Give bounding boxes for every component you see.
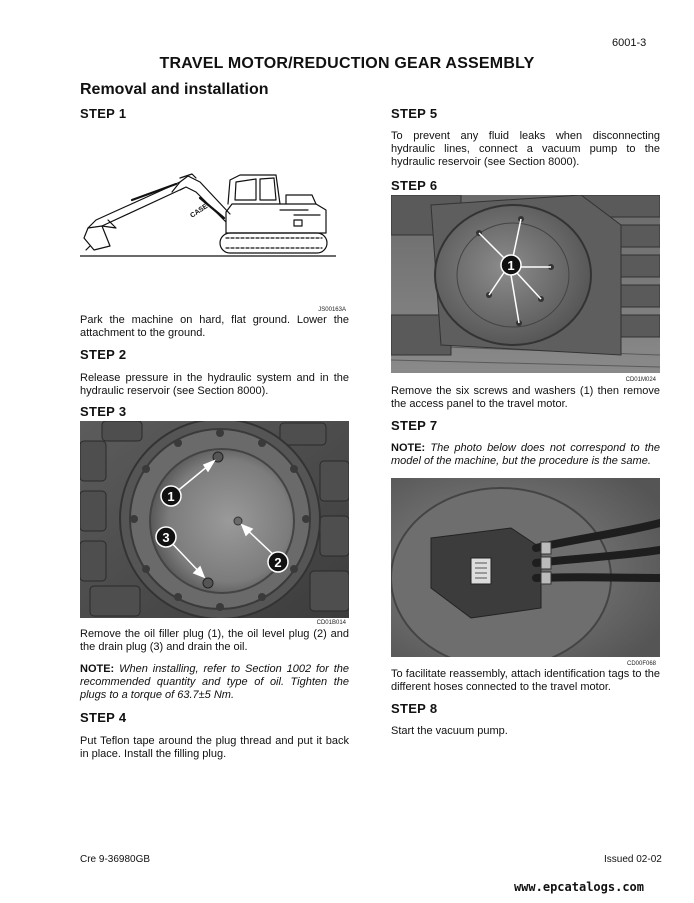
callout-oil-filler-plug: 1 (167, 489, 175, 504)
step-3-note-text: When installing, refer to Section 1002 for the recommended quantity and type of oil. Tighten the plugs to a torque of 63.7±5 Nm. (80, 663, 349, 701)
excavator-brand-logo: CASE (189, 202, 210, 220)
step-8-text: Start the vacuum pump. (391, 725, 508, 737)
step-7-heading: STEP 7 (391, 418, 438, 433)
callout-oil-level-plug: 2 (274, 555, 282, 570)
step-1-figure-caption: JS00163A (318, 307, 346, 313)
callout-drain-plug: 3 (162, 530, 170, 545)
section-heading: Removal and installation (80, 81, 269, 98)
step-8-heading: STEP 8 (391, 701, 438, 716)
step-1-heading: STEP 1 (80, 106, 127, 121)
footer-document-code: Cre 9-36980GB (80, 854, 151, 865)
step-6-text: Remove the six screws and washers (1) then remove the access panel to the travel motor. (391, 385, 660, 410)
step-3-figure-caption: CD01B014 (316, 620, 346, 626)
step-6-photo (391, 195, 660, 373)
step-3-note (80, 663, 349, 702)
step-4-text: Put Teflon tape around the plug thread and put it back in place. Install the filling plug. (80, 735, 349, 760)
step-5-text: To prevent any fluid leaks when disconnecting hydraulic lines, connect a vacuum pump to the hydraulic reservoir (see Section 8000). (391, 130, 660, 168)
step-7-photo (391, 478, 660, 657)
step-2-heading: STEP 2 (80, 347, 127, 362)
page-title: TRAVEL MOTOR/REDUCTION GEAR ASSEMBLY (159, 55, 535, 72)
step-6-figure-caption: CD01M024 (625, 377, 656, 383)
step-7-note-text: The photo below does not correspond to the model of the machine, but the procedure is the same. (391, 442, 660, 467)
callout-screws: 1 (507, 258, 515, 273)
step-5-heading: STEP 5 (391, 106, 438, 121)
step-7-text: To facilitate reassembly, attach identification tags to the different hoses connected to the travel motor. (391, 668, 660, 693)
step-3-heading: STEP 3 (80, 404, 127, 419)
watermark-url: www.epcatalogs.com (513, 880, 644, 894)
excavator-illustration (80, 170, 336, 260)
step-6-heading: STEP 6 (391, 178, 438, 193)
step-3-text: Remove the oil filler plug (1), the oil level plug (2) and the drain plug (3) and drain the oil. (80, 628, 349, 653)
step-3-note-label: NOTE: (80, 663, 115, 675)
step-4-heading: STEP 4 (80, 710, 127, 725)
step-3-photo (80, 421, 349, 618)
step-7-figure-caption: CD00F068 (626, 661, 656, 667)
footer-issue-date: Issued 02-02 (604, 854, 662, 865)
step-7-note (391, 442, 660, 468)
step-1-text: Park the machine on hard, flat ground. Lower the attachment to the ground. (80, 314, 349, 339)
step-7-note-label: NOTE: (391, 442, 426, 454)
step-2-text: Release pressure in the hydraulic system and in the hydraulic reservoir (see Section 8000). (80, 372, 349, 397)
page-number: 6001-3 (612, 37, 647, 49)
